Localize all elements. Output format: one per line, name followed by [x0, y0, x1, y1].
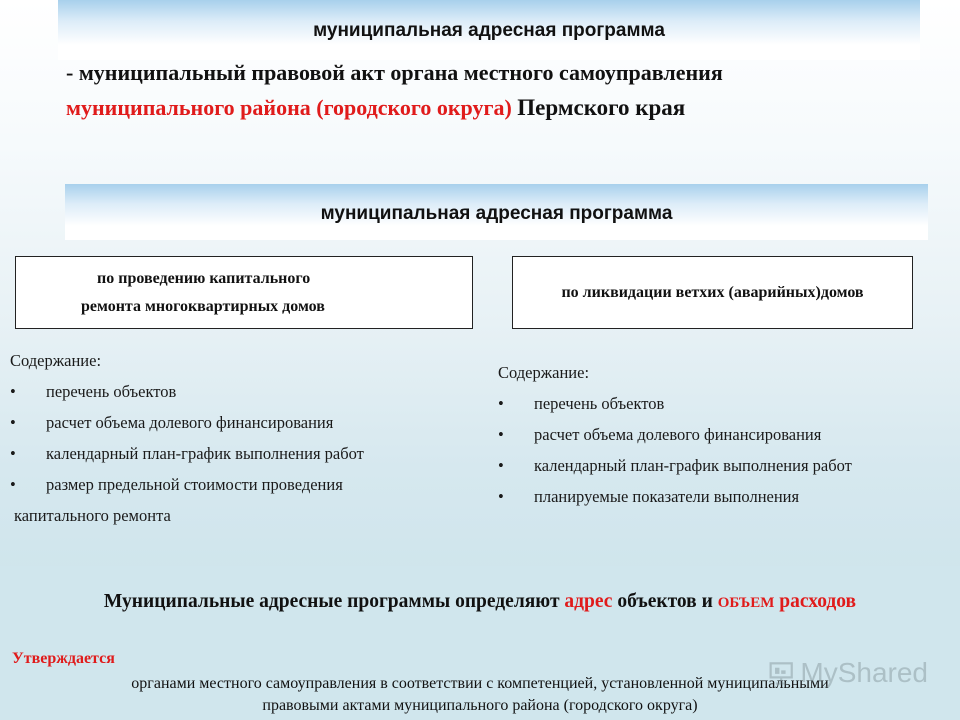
summary-highlight-expenses: расходов	[774, 591, 857, 612]
approved-line-2: правовыми актами муниципального района (городского округа)	[262, 697, 698, 714]
list-item-text: перечень объектов	[46, 382, 177, 401]
bullet: •	[498, 487, 504, 506]
program-type-repair-line-1: по проведению капитального	[97, 270, 311, 287]
section-title: муниципальная адресная программа	[320, 203, 673, 224]
list-item	[498, 422, 958, 453]
summary-text-1: Муниципальные адресные программы определяют	[103, 591, 565, 612]
list-item	[498, 453, 958, 484]
list-item	[498, 484, 958, 515]
bullet: •	[498, 425, 504, 444]
bullet: •	[10, 382, 16, 401]
summary-statement	[0, 591, 960, 613]
list-item-text: планируемые показатели выполнения	[534, 487, 800, 506]
bullet: •	[10, 475, 16, 494]
approved-title: Утверждается	[12, 650, 115, 667]
program-type-box-repair	[15, 256, 473, 329]
list-item-text: перечень объектов	[534, 394, 665, 413]
approved-line-1: органами местного самоуправления в соответствии с компетенцией, установленной муниципальными	[131, 675, 829, 692]
approved-body	[0, 673, 960, 717]
section-band	[65, 184, 928, 240]
definition-line-1: - муниципальный правовой акт органа местного самоуправления	[66, 60, 723, 85]
program-type-box-liquidation	[512, 256, 913, 329]
bullet: •	[10, 444, 16, 463]
liquidation-content-list	[498, 360, 958, 515]
summary-highlight-address: адрес	[564, 591, 613, 612]
list-item-continuation: капитального ремонта	[14, 506, 171, 525]
list-item	[10, 472, 480, 503]
bullet: •	[498, 394, 504, 413]
list-item	[10, 441, 480, 472]
bullet: •	[498, 456, 504, 475]
program-type-repair-line-2: ремонта многоквартирных домов	[81, 298, 325, 315]
watermark-text: MyShared	[800, 657, 928, 688]
program-type-liquidation-label: по ликвидации ветхих (аварийных)домов	[561, 283, 864, 301]
summary-highlight-volume: ОБЪЕМ	[717, 595, 775, 611]
header-band	[58, 0, 920, 60]
list-item	[10, 410, 480, 441]
summary-text-2: объектов и	[612, 591, 718, 612]
summary-panel	[0, 566, 960, 720]
list-item-text: календарный план-график выполнения работ	[46, 444, 364, 463]
definition-region: Пермского края	[517, 95, 686, 120]
list-item-text: размер предельной стоимости проведения	[46, 475, 343, 494]
list-item-text: календарный план-график выполнения работ	[534, 456, 852, 475]
repair-content-list	[10, 348, 480, 534]
list-item	[498, 391, 958, 422]
list-item	[10, 379, 480, 410]
definition-line-2	[66, 95, 685, 121]
bullet: •	[10, 413, 16, 432]
page-title: муниципальная адресная программа	[313, 20, 665, 41]
liquidation-content-heading: Содержание:	[498, 363, 590, 382]
list-item-text: расчет объема долевого финансирования	[46, 413, 334, 432]
definition-highlight: муниципального района (городского округа)	[66, 95, 512, 120]
repair-content-heading: Содержание:	[10, 351, 102, 370]
list-item-text: расчет объема долевого финансирования	[534, 425, 822, 444]
